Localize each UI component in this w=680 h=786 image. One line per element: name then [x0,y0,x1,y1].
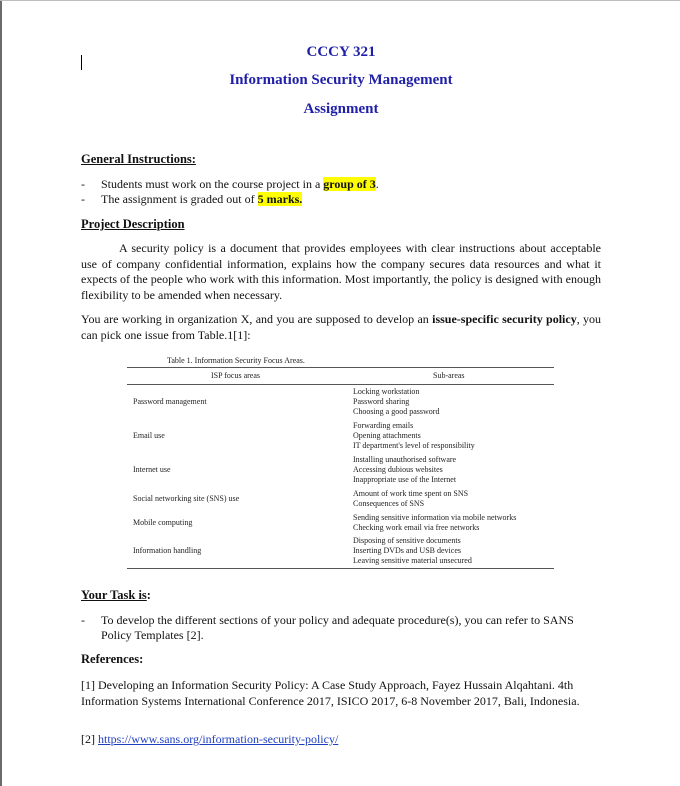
page-left-edge [0,0,2,786]
table-row: Internet use Installing unauthorised software Accessing dubious websites Inappropriate use of the Internet [133,454,457,484]
task-intro-paragraph: You are working in organization X, and you are supposed to develop an issue-specific security policy, you can pick one issue from Table.1[1]: [81,312,602,342]
table-row: Password management Locking workstation Password sharing Choosing a good password [133,386,440,416]
table-caption: Table 1. Information Security Focus Areas. [167,356,305,365]
reference-2: [2] https://www.sans.org/information-security-policy/ [81,732,339,746]
table-row: Information handling Disposing of sensitive documents Inserting DVDs and USB devices Leaving sensitive material unsecured [127,535,554,569]
highlight-marks: 5 marks. [257,192,303,206]
highlight-group: group of 3 [323,177,376,191]
table-header-focus: ISP focus areas [127,368,353,385]
task-heading: Your Task is: [81,588,151,602]
sans-policy-link[interactable]: https://www.sans.org/information-security-policy/ [98,732,339,746]
focus-areas-table [127,355,554,569]
course-title: Information Security Management [229,72,453,88]
course-code: CCCY 321 [306,44,376,60]
table-row: Mobile computing Sending sensitive information via mobile networks Checking work email via free networks [133,512,517,532]
references-heading: References: [81,652,144,666]
general-instructions-heading: General Instructions: [81,152,196,166]
page-top-edge [0,0,680,1]
table-row: Social networking site (SNS) use Amount of work time spent on SNS Consequences of SNS [133,488,469,508]
table-header-subareas: Sub-areas [353,368,554,385]
project-description-heading: Project Description [81,217,185,231]
doc-type-title: Assignment [303,101,379,117]
table-row: Email use Forwarding emails Opening attachments IT department's level of responsibility [133,420,475,450]
reference-1: [1] Developing an Information Security Policy: A Case Study Approach, Fayez Hussain Alqahtani. 4th Information Systems International Conference 2017, ISICO 2017, 6-8 November 2017, Bali, Indonesia. [81,678,580,708]
description-paragraph: A security policy is a document that provides employees with clear instructions about acceptable use of company confidential information, explains how the company secures data resources and what it expects of the people who work with this information. Most importantly, the policy is designed with enough flexibility to be amended when necessary. [81,241,601,302]
